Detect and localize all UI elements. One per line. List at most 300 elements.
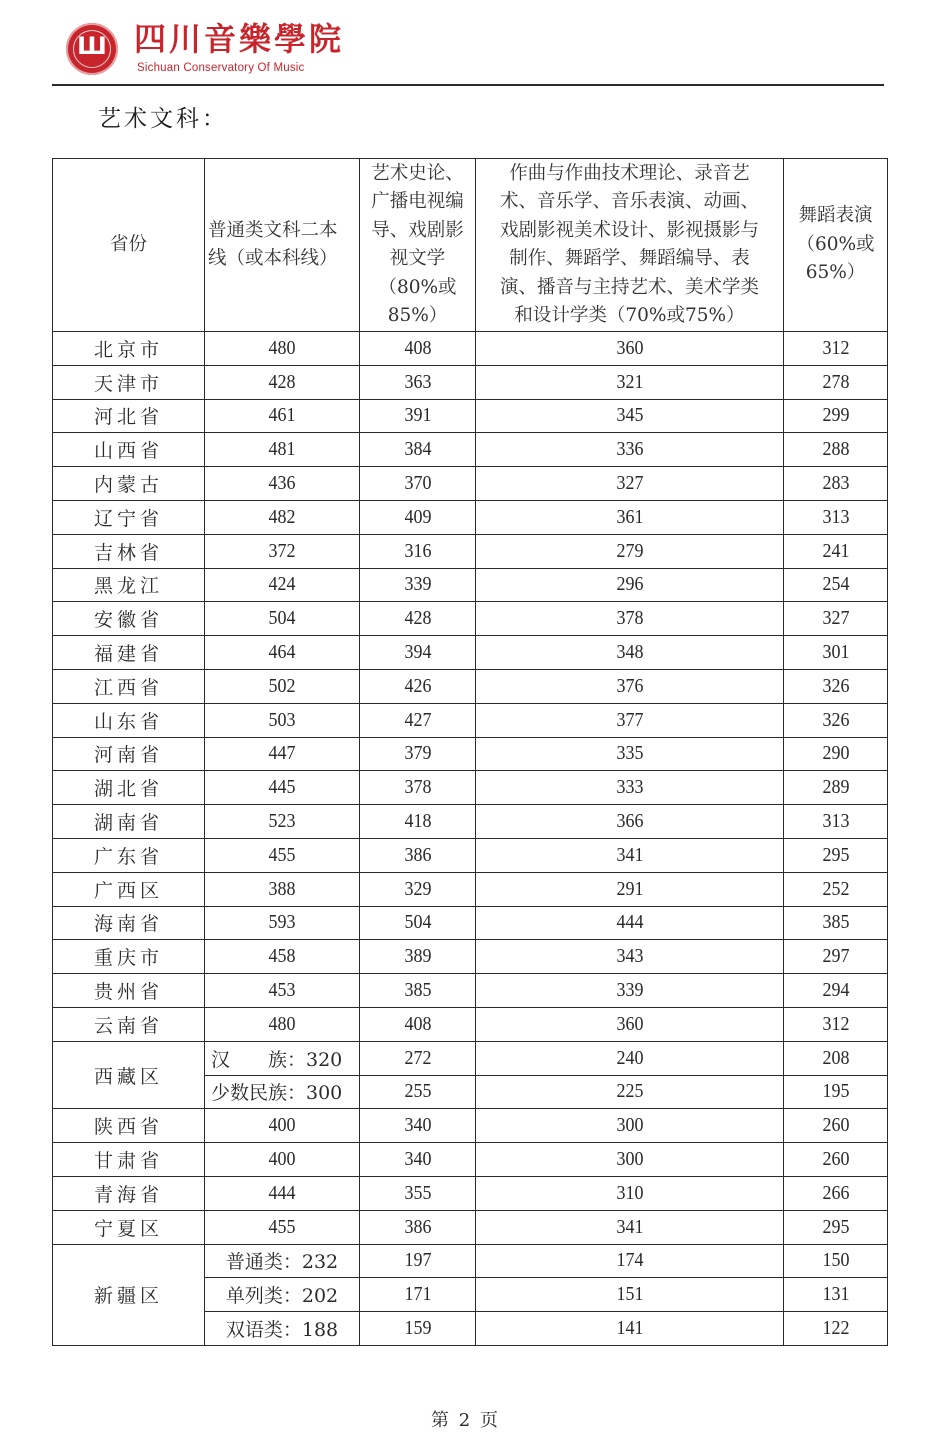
music-arts-cell-text: 360 — [616, 336, 643, 359]
art-theory-cell — [360, 703, 476, 737]
music-arts-cell-text: 341 — [616, 1215, 643, 1238]
province-cell — [53, 906, 205, 940]
table-row — [53, 1143, 888, 1177]
province-cell-text: 吉林省 — [93, 541, 163, 564]
dance-cell — [784, 1109, 888, 1143]
art-theory-cell — [360, 332, 476, 366]
baseline-cell — [205, 940, 360, 974]
col-header-art-theory: 艺术史论、 广播电视编 导、戏剧影 视文学 （80%或 85%） — [360, 159, 476, 332]
art-theory-cell — [360, 805, 476, 839]
music-arts-cell-text: 240 — [616, 1046, 643, 1069]
baseline-cell-text: 503 — [268, 708, 296, 731]
baseline-cell-text: 461 — [268, 404, 296, 427]
col-header-province: 省份 — [53, 159, 205, 332]
music-arts-cell-text: 141 — [616, 1317, 643, 1339]
art-theory-cell — [360, 365, 476, 399]
province-cell — [53, 500, 205, 534]
baseline-cell — [205, 737, 360, 771]
art-theory-cell — [360, 1176, 476, 1210]
music-arts-cell — [476, 636, 784, 670]
dance-cell-text: 326 — [822, 708, 849, 731]
school-emblem-icon — [66, 23, 118, 75]
dance-cell — [784, 602, 888, 636]
province-cell — [53, 1041, 205, 1109]
dance-cell — [784, 703, 888, 737]
music-arts-cell — [476, 771, 784, 805]
dance-cell — [784, 332, 888, 366]
dance-cell — [784, 1075, 888, 1109]
province-cell-text: 贵州省 — [93, 981, 163, 1004]
dance-cell-text: 289 — [822, 776, 849, 799]
province-cell-text: 甘肃省 — [93, 1150, 163, 1173]
sub-category-cell-text: 双语类：188 — [225, 1319, 339, 1341]
province-cell — [53, 872, 205, 906]
table-row — [53, 1109, 888, 1143]
dance-cell-text: 326 — [822, 674, 849, 697]
music-arts-cell — [476, 1075, 784, 1109]
province-cell-text: 重庆市 — [93, 947, 163, 970]
dance-cell — [784, 534, 888, 568]
province-cell-text: 河北省 — [93, 406, 163, 429]
baseline-cell — [205, 365, 360, 399]
music-arts-cell — [476, 500, 784, 534]
province-cell — [53, 771, 205, 805]
baseline-cell-text: 464 — [268, 641, 296, 664]
music-arts-cell — [476, 906, 784, 940]
province-cell — [53, 1109, 205, 1143]
table-row — [53, 332, 888, 366]
sub-category-cell-text: 普通类：232 — [225, 1251, 339, 1274]
table-row — [53, 500, 888, 534]
art-theory-cell — [360, 467, 476, 501]
dance-cell-text: 385 — [822, 911, 849, 934]
art-theory-cell — [360, 1312, 476, 1346]
art-theory-cell — [360, 974, 476, 1008]
art-theory-cell-text: 408 — [404, 336, 431, 359]
baseline-cell — [205, 805, 360, 839]
baseline-cell-text: 504 — [268, 607, 296, 630]
province-cell-text: 宁夏区 — [93, 1217, 163, 1240]
art-theory-cell — [360, 771, 476, 805]
dance-cell — [784, 1176, 888, 1210]
dance-cell — [784, 737, 888, 771]
art-theory-cell-text: 316 — [404, 539, 431, 562]
table-row — [53, 1007, 888, 1041]
dance-cell-text: 283 — [822, 472, 849, 495]
dance-cell-text: 312 — [822, 1012, 849, 1035]
province-cell — [53, 703, 205, 737]
baseline-cell-text: 388 — [268, 877, 296, 900]
province-cell — [53, 805, 205, 839]
music-arts-cell-text: 174 — [616, 1249, 643, 1272]
table-row — [53, 1210, 888, 1244]
province-cell-text: 黑龙江 — [93, 575, 163, 598]
province-cell — [53, 365, 205, 399]
music-arts-cell — [476, 669, 784, 703]
dance-cell-text: 290 — [822, 742, 849, 765]
baseline-cell — [205, 1143, 360, 1177]
art-theory-cell — [360, 737, 476, 771]
table-row — [53, 838, 888, 872]
music-arts-cell-text: 335 — [616, 742, 643, 765]
baseline-cell-text: 436 — [268, 472, 296, 495]
baseline-cell — [205, 906, 360, 940]
music-arts-cell — [476, 433, 784, 467]
dance-cell-text: 313 — [822, 810, 849, 833]
art-theory-cell-text: 418 — [404, 810, 431, 833]
table-row — [53, 872, 888, 906]
music-arts-cell-text: 444 — [616, 911, 643, 934]
baseline-cell-text: 444 — [268, 1181, 296, 1204]
art-theory-cell-text: 340 — [404, 1114, 431, 1137]
table-row — [53, 568, 888, 602]
dance-cell — [784, 872, 888, 906]
province-cell-text: 新疆区 — [93, 1285, 163, 1308]
province-cell-text: 天津市 — [93, 372, 163, 395]
art-theory-cell-text: 340 — [404, 1148, 431, 1171]
province-cell-text: 青海省 — [93, 1183, 163, 1206]
province-cell-text: 湖南省 — [93, 812, 163, 835]
dance-cell-text: 297 — [822, 945, 849, 968]
music-arts-cell-text: 321 — [616, 370, 643, 393]
province-cell — [53, 1007, 205, 1041]
dance-cell — [784, 1210, 888, 1244]
art-theory-cell — [360, 602, 476, 636]
province-cell — [53, 1143, 205, 1177]
art-theory-cell-text: 363 — [404, 370, 431, 393]
table-row — [53, 669, 888, 703]
art-theory-cell-text: 385 — [404, 979, 431, 1002]
dance-cell-text: 252 — [822, 877, 849, 900]
music-arts-cell — [476, 1312, 784, 1346]
baseline-cell-text: 455 — [268, 843, 296, 866]
music-arts-cell — [476, 805, 784, 839]
music-arts-cell — [476, 940, 784, 974]
music-arts-cell-text: 291 — [616, 877, 643, 900]
province-cell — [53, 534, 205, 568]
province-cell — [53, 568, 205, 602]
province-cell — [53, 1176, 205, 1210]
dance-cell-text: 195 — [822, 1080, 849, 1103]
dance-cell-text: 295 — [822, 1215, 849, 1238]
art-theory-cell-text: 272 — [404, 1046, 431, 1069]
table-row — [53, 636, 888, 670]
art-theory-cell — [360, 1210, 476, 1244]
baseline-cell — [205, 399, 360, 433]
dance-cell — [784, 433, 888, 467]
baseline-cell — [205, 332, 360, 366]
province-cell-text: 山西省 — [93, 440, 163, 463]
dance-cell-text: 150 — [822, 1249, 849, 1272]
music-arts-cell — [476, 365, 784, 399]
dance-cell — [784, 1041, 888, 1075]
baseline-cell-text: 453 — [268, 979, 296, 1002]
art-theory-cell — [360, 872, 476, 906]
art-theory-cell — [360, 940, 476, 974]
province-cell — [53, 433, 205, 467]
music-arts-cell-text: 378 — [616, 607, 643, 630]
art-theory-cell-text: 504 — [404, 911, 431, 934]
province-cell-text: 福建省 — [93, 643, 163, 666]
province-cell — [53, 838, 205, 872]
music-arts-cell-text: 333 — [616, 776, 643, 799]
page-number: 第 2 页 — [431, 1410, 498, 1431]
art-theory-cell-text: 379 — [404, 742, 431, 765]
music-arts-cell-text: 361 — [616, 505, 643, 528]
baseline-cell — [205, 974, 360, 1008]
art-theory-cell-text: 409 — [404, 505, 431, 528]
baseline-cell — [205, 872, 360, 906]
music-arts-cell-text: 348 — [616, 641, 643, 664]
music-arts-cell-text: 339 — [616, 979, 643, 1002]
baseline-cell-text: 593 — [268, 911, 296, 934]
baseline-cell — [205, 568, 360, 602]
music-arts-cell — [476, 1176, 784, 1210]
dance-cell — [784, 1143, 888, 1177]
table-row — [53, 534, 888, 568]
art-theory-cell — [360, 1007, 476, 1041]
sub-category-cell — [205, 1041, 360, 1075]
music-arts-cell-text: 225 — [616, 1080, 643, 1103]
dance-cell — [784, 1007, 888, 1041]
music-arts-cell-text: 341 — [616, 843, 643, 866]
dance-cell — [784, 399, 888, 433]
table-row — [53, 602, 888, 636]
baseline-cell-text: 445 — [268, 776, 296, 799]
music-arts-cell-text: 327 — [616, 472, 643, 495]
music-arts-cell-text: 296 — [616, 573, 643, 596]
score-table — [52, 158, 888, 1346]
music-arts-cell — [476, 1244, 784, 1278]
art-theory-cell — [360, 1278, 476, 1312]
sub-category-cell-text: 汉 族：320 — [211, 1048, 343, 1071]
baseline-cell-text: 372 — [268, 539, 296, 562]
music-arts-cell — [476, 1210, 784, 1244]
dance-cell — [784, 500, 888, 534]
music-arts-cell-text: 300 — [616, 1148, 643, 1171]
art-theory-cell-text: 408 — [404, 1012, 431, 1035]
school-name-cn: 四川音樂學院 — [134, 20, 345, 58]
art-theory-cell-text: 428 — [404, 607, 431, 630]
art-theory-cell — [360, 636, 476, 670]
province-cell-text: 北京市 — [93, 338, 163, 361]
dance-cell-text: 301 — [822, 641, 849, 664]
table-row — [53, 365, 888, 399]
art-theory-cell-text: 329 — [404, 877, 431, 900]
dance-cell — [784, 1278, 888, 1312]
baseline-cell-text: 480 — [268, 336, 296, 359]
art-theory-cell — [360, 906, 476, 940]
province-cell — [53, 1210, 205, 1244]
col-header-music-arts: 作曲与作曲技术理论、录音艺 术、音乐学、音乐表演、动画、 戏剧影视美术设计、影视摄影与 制作、舞蹈学、舞蹈编导、表 演、播音与主持艺术、美术学类 和设计学类（70%或75%） — [476, 159, 784, 332]
music-arts-cell-text: 151 — [616, 1283, 643, 1306]
art-theory-cell-text: 378 — [404, 776, 431, 799]
table-row — [53, 974, 888, 1008]
table-row — [53, 771, 888, 805]
table-row — [53, 1244, 888, 1278]
baseline-cell-text: 400 — [268, 1148, 296, 1171]
province-cell-text: 广西区 — [93, 879, 163, 902]
music-arts-cell-text: 377 — [616, 708, 643, 731]
art-theory-cell — [360, 1075, 476, 1109]
art-theory-cell — [360, 1041, 476, 1075]
sub-category-cell — [205, 1312, 360, 1346]
dance-cell — [784, 771, 888, 805]
art-theory-cell — [360, 669, 476, 703]
province-cell — [53, 636, 205, 670]
province-cell — [53, 974, 205, 1008]
baseline-cell — [205, 1176, 360, 1210]
province-cell-text: 辽宁省 — [93, 507, 163, 530]
dance-cell — [784, 568, 888, 602]
province-cell-text: 江西省 — [93, 676, 163, 699]
table-row — [53, 906, 888, 940]
dance-cell — [784, 1244, 888, 1278]
music-arts-cell-text: 376 — [616, 674, 643, 697]
art-theory-cell-text: 394 — [404, 641, 431, 664]
dance-cell-text: 313 — [822, 505, 849, 528]
dance-cell-text: 122 — [822, 1317, 849, 1339]
music-arts-cell — [476, 602, 784, 636]
baseline-cell — [205, 1210, 360, 1244]
art-theory-cell-text: 171 — [404, 1283, 431, 1306]
art-theory-cell-text: 355 — [404, 1181, 431, 1204]
art-theory-cell-text: 426 — [404, 674, 431, 697]
art-theory-cell — [360, 1109, 476, 1143]
baseline-cell — [205, 636, 360, 670]
dance-cell-text: 327 — [822, 607, 849, 630]
music-arts-cell — [476, 534, 784, 568]
dance-cell — [784, 805, 888, 839]
table-row — [53, 1176, 888, 1210]
art-theory-cell-text: 197 — [404, 1249, 431, 1272]
province-cell — [53, 669, 205, 703]
music-arts-cell — [476, 872, 784, 906]
baseline-cell-text: 458 — [268, 945, 296, 968]
dance-cell — [784, 636, 888, 670]
music-arts-cell-text: 345 — [616, 404, 643, 427]
art-theory-cell-text: 386 — [404, 843, 431, 866]
dance-cell — [784, 838, 888, 872]
music-arts-cell — [476, 703, 784, 737]
province-cell-text: 湖北省 — [93, 778, 163, 801]
header-divider — [52, 84, 884, 86]
baseline-cell-text: 424 — [268, 573, 296, 596]
art-theory-cell-text: 370 — [404, 472, 431, 495]
art-theory-cell — [360, 399, 476, 433]
table-row — [53, 1041, 888, 1075]
dance-cell-text: 254 — [822, 573, 849, 596]
province-cell — [53, 737, 205, 771]
baseline-cell — [205, 669, 360, 703]
music-arts-cell — [476, 1278, 784, 1312]
dance-cell — [784, 1312, 888, 1346]
baseline-cell-text: 480 — [268, 1012, 296, 1035]
document-header — [0, 0, 929, 88]
art-theory-cell — [360, 1244, 476, 1278]
sub-category-cell-text: 少数民族：300 — [211, 1082, 343, 1105]
art-theory-cell — [360, 1143, 476, 1177]
baseline-cell — [205, 1109, 360, 1143]
province-cell — [53, 399, 205, 433]
table-header-row — [53, 159, 888, 332]
table-row — [53, 399, 888, 433]
table-row — [53, 940, 888, 974]
baseline-cell-text: 502 — [268, 674, 296, 697]
art-theory-cell — [360, 433, 476, 467]
dance-cell-text: 312 — [822, 336, 849, 359]
col-header-dance: 舞蹈表演 （60%或 65%） — [784, 159, 888, 332]
baseline-cell-text: 455 — [268, 1215, 296, 1238]
music-arts-cell-text: 310 — [616, 1181, 643, 1204]
col-header-baseline: 普通类文科二本 线（或本科线） — [205, 159, 360, 332]
school-name-en: Sichuan Conservatory Of Music — [137, 62, 305, 74]
music-arts-cell — [476, 1041, 784, 1075]
province-cell-text: 云南省 — [93, 1014, 163, 1037]
dance-cell-text: 266 — [822, 1181, 849, 1204]
music-arts-cell — [476, 1143, 784, 1177]
province-cell-text: 陕西省 — [93, 1116, 163, 1139]
art-theory-cell — [360, 838, 476, 872]
dance-cell-text: 278 — [822, 370, 849, 393]
dance-cell — [784, 974, 888, 1008]
province-cell — [53, 1244, 205, 1345]
province-cell — [53, 332, 205, 366]
province-cell-text: 山东省 — [93, 710, 163, 733]
dance-cell — [784, 940, 888, 974]
music-arts-cell — [476, 974, 784, 1008]
music-arts-cell — [476, 1109, 784, 1143]
sub-category-cell — [205, 1278, 360, 1312]
art-theory-cell-text: 159 — [404, 1317, 431, 1339]
baseline-cell — [205, 467, 360, 501]
baseline-cell — [205, 500, 360, 534]
art-theory-cell-text: 255 — [404, 1080, 431, 1103]
table-row — [53, 433, 888, 467]
music-arts-cell — [476, 838, 784, 872]
province-cell — [53, 940, 205, 974]
dance-cell — [784, 906, 888, 940]
music-arts-cell — [476, 568, 784, 602]
sub-category-cell — [205, 1244, 360, 1278]
province-cell-text: 安徽省 — [93, 609, 163, 632]
music-arts-cell-text: 343 — [616, 945, 643, 968]
art-theory-cell — [360, 534, 476, 568]
art-theory-cell-text: 389 — [404, 945, 431, 968]
table-row — [53, 805, 888, 839]
baseline-cell — [205, 534, 360, 568]
art-theory-cell — [360, 500, 476, 534]
dance-cell-text: 131 — [822, 1283, 849, 1306]
baseline-cell — [205, 771, 360, 805]
art-theory-cell-text: 391 — [404, 404, 431, 427]
music-arts-cell — [476, 737, 784, 771]
music-arts-cell-text: 300 — [616, 1114, 643, 1137]
baseline-cell-text: 523 — [268, 810, 296, 833]
table-row — [53, 467, 888, 501]
dance-cell — [784, 365, 888, 399]
baseline-cell — [205, 838, 360, 872]
baseline-cell — [205, 433, 360, 467]
sub-category-cell — [205, 1075, 360, 1109]
province-cell-text: 西藏区 — [93, 1065, 163, 1088]
art-theory-cell-text: 427 — [404, 708, 431, 731]
dance-cell-text: 260 — [822, 1148, 849, 1171]
baseline-cell — [205, 602, 360, 636]
art-theory-cell-text: 384 — [404, 438, 431, 461]
dance-cell-text: 241 — [822, 539, 849, 562]
art-theory-cell-text: 339 — [404, 573, 431, 596]
